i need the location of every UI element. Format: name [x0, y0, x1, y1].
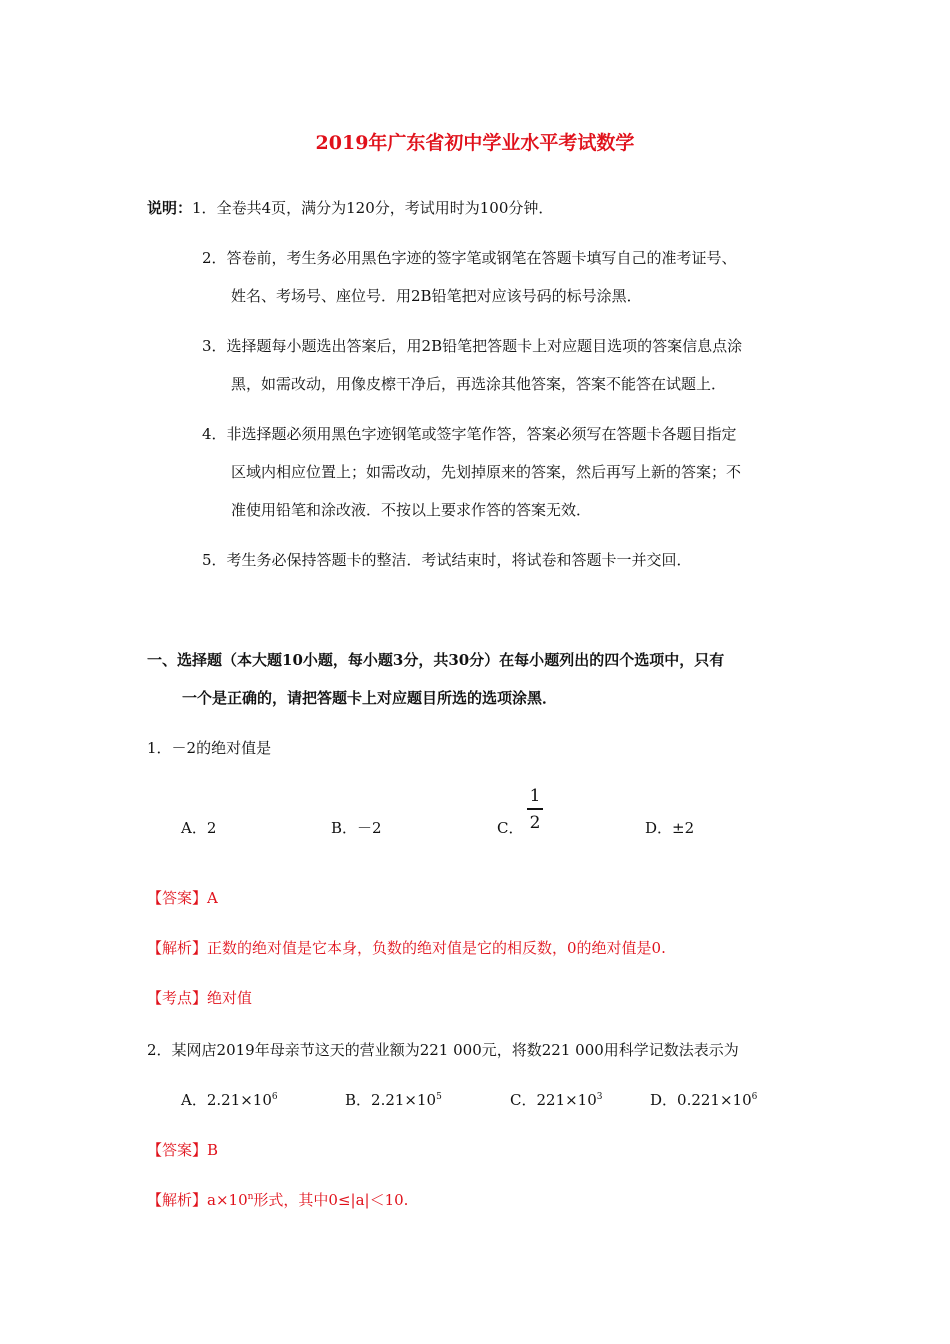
item-text-continued: 区域内相应位置上；如需改动，先划掉原来的答案，然后再写上新的答案；不 [231, 463, 742, 481]
point-tag: 【考点】 [147, 989, 208, 1007]
answer-value: A [207, 889, 218, 907]
item-text-continued: 准使用铅笔和涂改液．不按以上要求作答的答案无效． [231, 501, 592, 519]
instruction-item-5 [202, 550, 692, 570]
item-number: 2． [202, 249, 227, 267]
analysis-text: a×10 [207, 1191, 248, 1209]
option-text: C．221×10 [510, 1091, 597, 1109]
fraction-bar [527, 808, 543, 810]
exponent: 5 [436, 1092, 442, 1102]
exponent: n [247, 1192, 254, 1202]
instruction-item-3 [202, 336, 742, 356]
q2-option-a [181, 1090, 278, 1110]
item-text: 答卷前，考生务必用黑色字迹的签字笔或钢笔在答题卡填写自己的准考证号、 [226, 249, 737, 267]
q2-answer [147, 1140, 218, 1160]
analysis-text: 正数的绝对值是它本身，负数的绝对值是它的相反数，0的绝对值是0. [207, 939, 666, 957]
answer-tag: 【答案】 [147, 889, 208, 907]
section-heading: 一、选择题（本大题10小题，每小题3分，共30分）在每小题列出的四个选项中，只有 [147, 651, 725, 669]
item-text: 考生务必保持答题卡的整洁．考试结束时，将试卷和答题卡一并交回． [226, 551, 692, 569]
q1-option-c-label: C． [497, 819, 524, 837]
answer-value: B [207, 1141, 219, 1159]
q1-analysis [147, 938, 666, 958]
item-text: 选择题每小题选出答案后，用2B铅笔把答题卡上对应题目选项的答案信息点涂 [226, 337, 743, 355]
exponent: 6 [271, 1092, 278, 1102]
instruction-item-4 [202, 424, 737, 444]
item-text-continued: 姓名、考场号、座位号．用2B铅笔把对应该号码的标号涂黑． [231, 287, 642, 305]
item-text-continued: 黑，如需改动，用像皮檫干净后，再选涂其他答案，答案不能答在试题上． [231, 375, 727, 393]
q2-option-b [345, 1090, 442, 1110]
exponent: 3 [596, 1092, 603, 1102]
analysis-tag: 【解析】 [147, 939, 208, 957]
question-1-stem: 1．－2的绝对值是 [147, 739, 272, 757]
item-number: 5． [202, 551, 227, 569]
analysis-text-cont: 形式，其中0≤|a|＜10. [253, 1191, 409, 1209]
q1-option-c-fraction [527, 786, 543, 833]
section-heading-continued: 一个是正确的，请把答题卡上对应题目所选的选项涂黑． [182, 689, 558, 707]
option-text: A．2.21×10 [181, 1091, 272, 1109]
item-number: 4． [202, 425, 227, 443]
question-2-stem: 2．某网店2019年母亲节这天的营业额为221 000元，将数221 000用科学记数法表示为 [147, 1041, 739, 1059]
exam-title: 2019年广东省初中学业水平考试数学 [315, 132, 635, 154]
q1-knowledge-point [147, 988, 252, 1008]
q2-analysis [147, 1190, 408, 1210]
exponent: 6 [751, 1092, 758, 1102]
fraction-denominator: 2 [529, 812, 541, 833]
q1-option-d: D．±2 [645, 819, 695, 837]
q2-option-c [510, 1090, 603, 1110]
q1-option-b: B．－2 [331, 819, 382, 837]
answer-tag: 【答案】 [147, 1141, 208, 1159]
q2-option-d [650, 1090, 757, 1110]
instructions-label: 说明： [147, 199, 193, 217]
item-number: 3． [202, 337, 227, 355]
analysis-tag: 【解析】 [147, 1191, 208, 1209]
item-text: 非选择题必须用黑色字迹钢笔或签字笔作答，答案必须写在答题卡各题目指定 [226, 425, 737, 443]
q1-answer [147, 888, 218, 908]
instruction-item-1 [147, 198, 553, 218]
option-text: B．2.21×10 [345, 1091, 437, 1109]
instruction-item-2 [202, 248, 737, 268]
option-text: D．0.221×10 [650, 1091, 752, 1109]
item-number: 1． [192, 199, 217, 217]
q1-option-a: A．2 [181, 819, 217, 837]
item-text: 全卷共4页，满分为120分，考试用时为100分钟． [216, 199, 554, 217]
point-text: 绝对值 [207, 989, 253, 1007]
fraction-numerator: 1 [529, 786, 541, 806]
